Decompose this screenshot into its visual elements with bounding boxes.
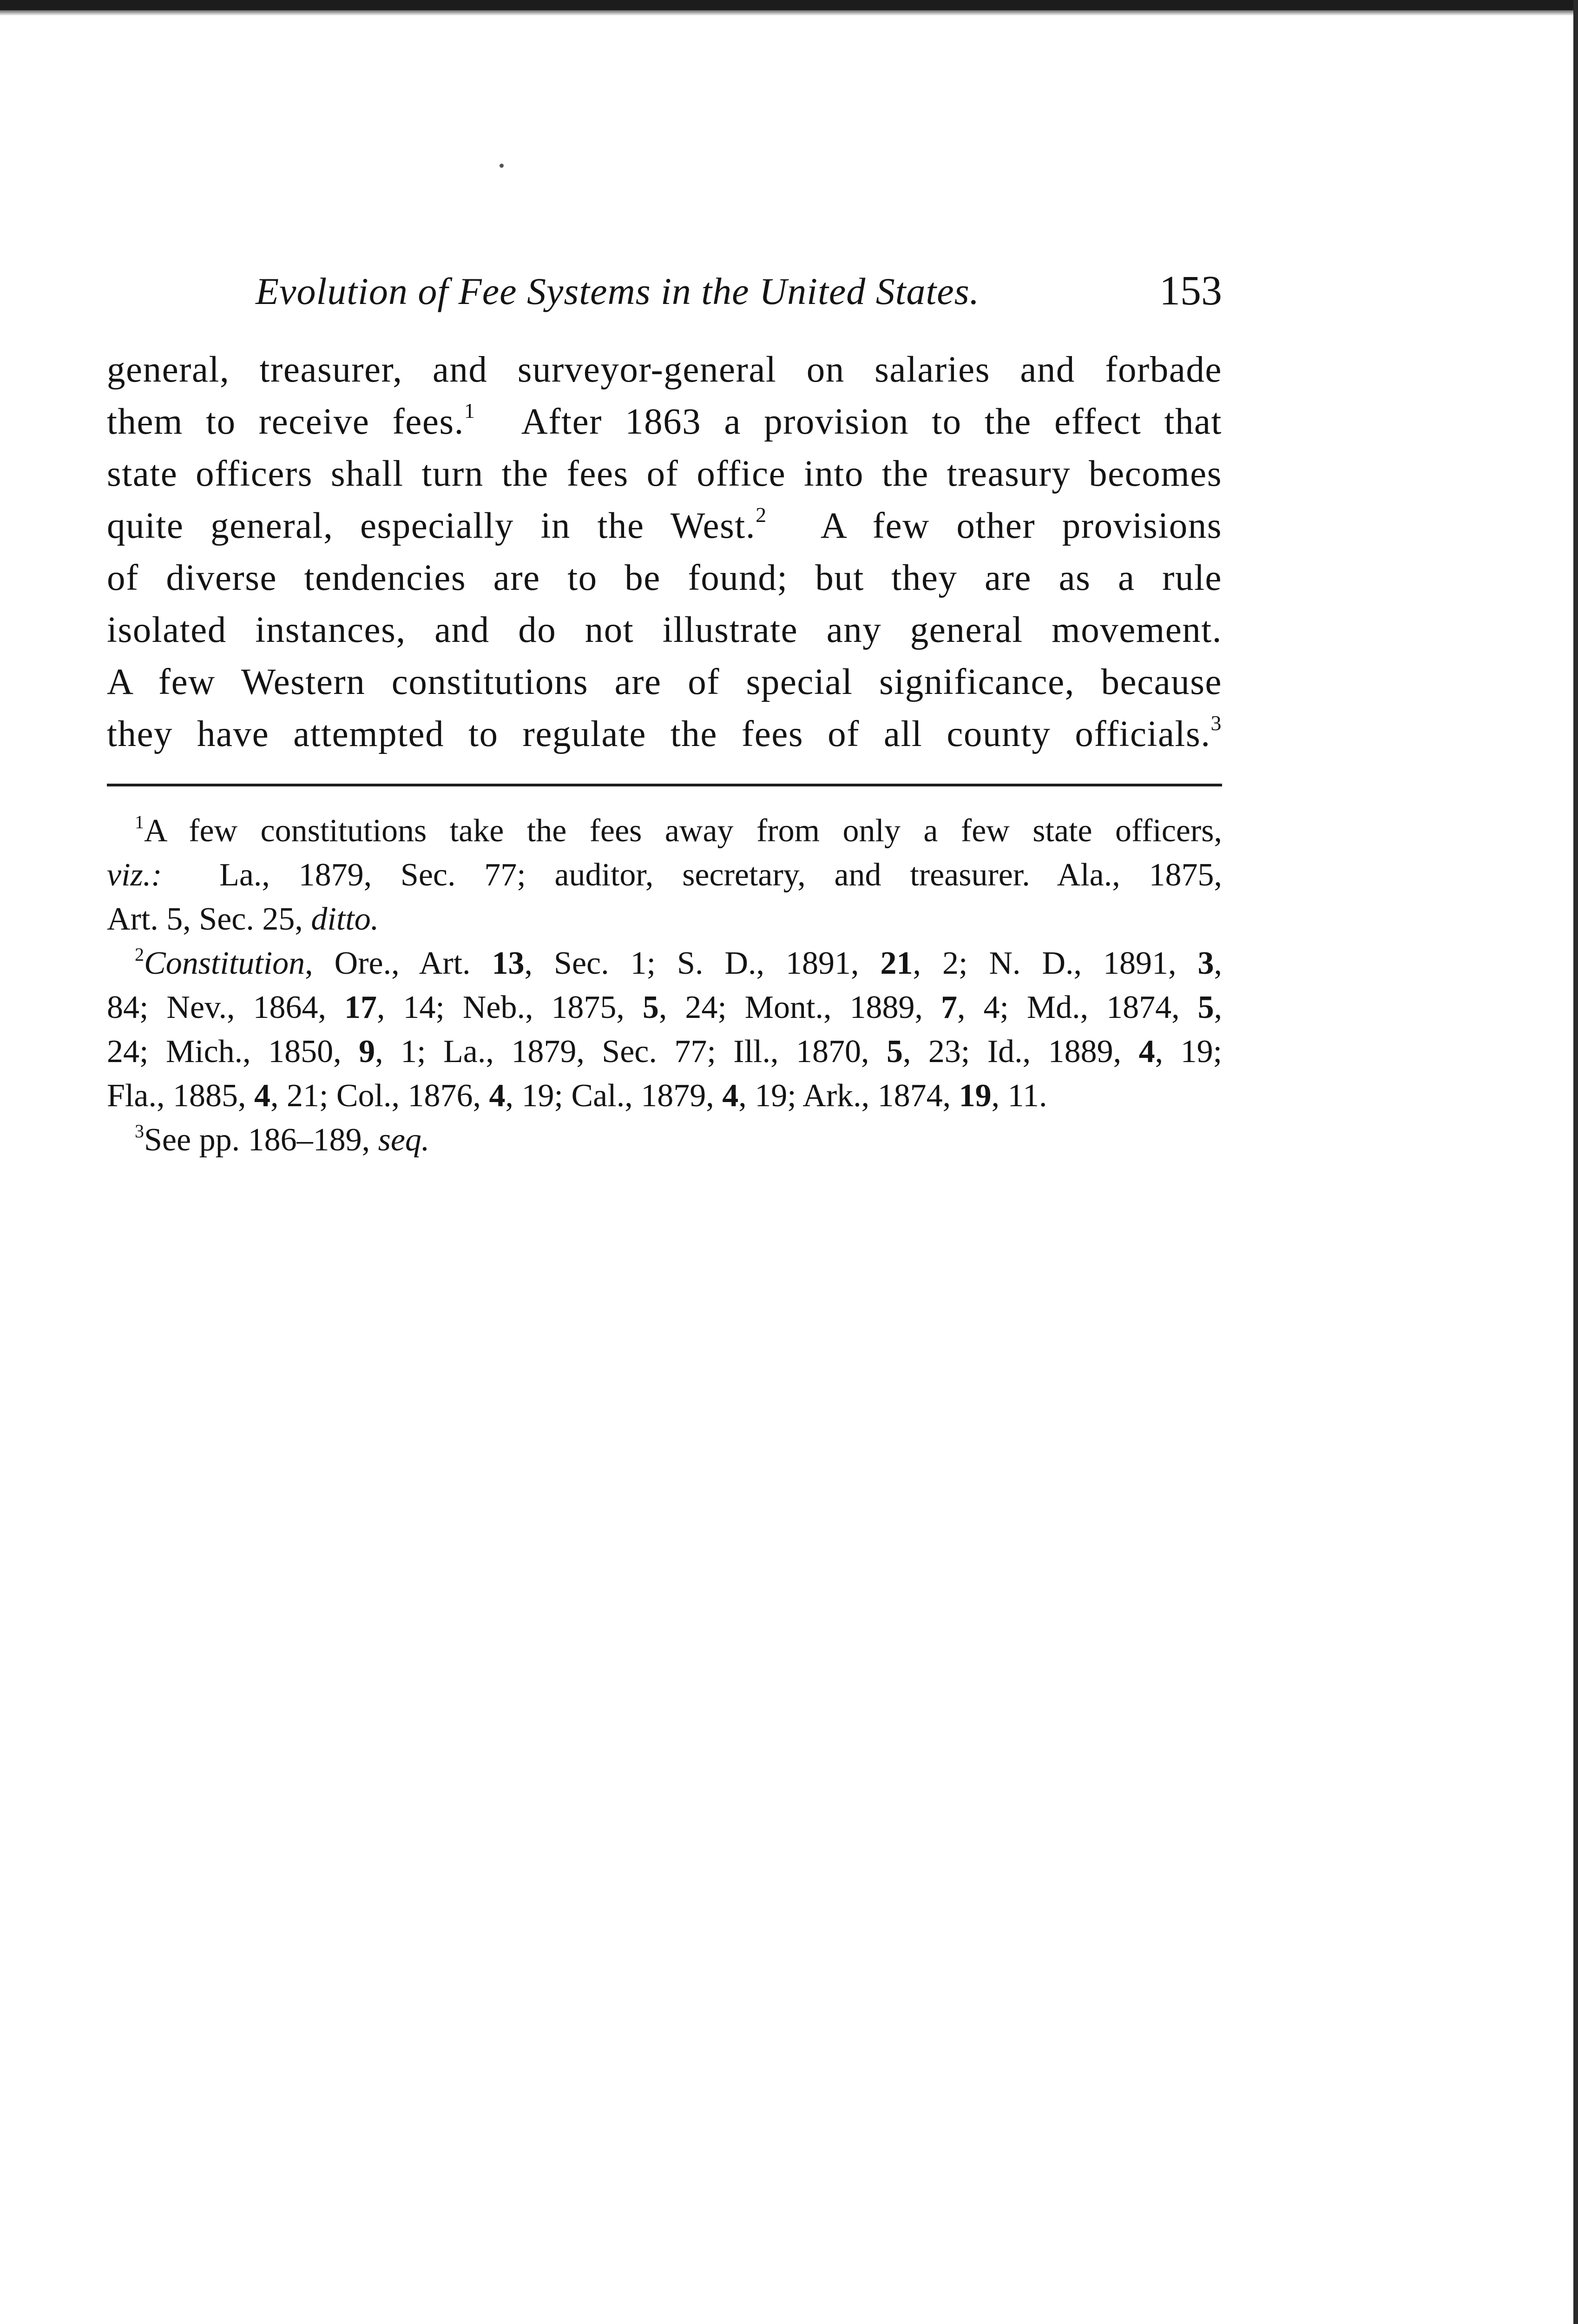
body-line — [107, 344, 1222, 396]
footnote-text: , 14; Neb., 1875, — [376, 990, 625, 1025]
footnote-2-cont — [107, 985, 1222, 1030]
body-line-text: them to receive fees. — [107, 402, 464, 442]
footnote-text: , — [1214, 990, 1223, 1025]
footnote-bold: 17 — [344, 990, 377, 1025]
footnote-rule — [107, 784, 1222, 786]
body-paragraph — [107, 344, 1222, 760]
body-line-text: state officers shall turn the fees of office into the treasury becomes — [107, 454, 1222, 494]
page-number: 153 — [1159, 268, 1222, 314]
footnote-text: A few constitutions take the fees away from only a few state officers, — [144, 813, 1222, 849]
footnote-text: , 23; Id., 1889, — [902, 1034, 1122, 1070]
footnote-bold: 13 — [492, 945, 525, 981]
footnote-text: La., 1879, Sec. 77; auditor, secretary, and treasurer. Ala., 1875, — [219, 857, 1222, 893]
footnote-bold: 7 — [940, 990, 957, 1025]
body-line-text: A few other provisions — [820, 506, 1222, 546]
footnote-italic: ditto. — [311, 901, 379, 937]
footnote-text: , 2; N. D., 1891, — [913, 945, 1177, 981]
footnote-text: , 11. — [991, 1078, 1047, 1114]
footnote-marker: 2 — [135, 944, 144, 965]
footnote-1-cont — [107, 897, 1222, 941]
body-line-text: quite general, especially in the West. — [107, 506, 756, 546]
body-line — [107, 604, 1222, 656]
footnote-3 — [107, 1118, 1222, 1162]
footnote-2 — [107, 941, 1222, 985]
footnote-text: , Sec. 1; S. D., 1891, — [524, 945, 859, 981]
footnote-bold: 9 — [359, 1034, 375, 1070]
footnote-bold: 5 — [1197, 990, 1214, 1025]
body-line — [107, 552, 1222, 604]
footnote-1-cont — [107, 853, 1222, 897]
footnote-bold: 4 — [1138, 1034, 1155, 1070]
footnote-bold: 4 — [254, 1078, 270, 1114]
scan-speck — [500, 164, 504, 168]
footnote-bold: 21 — [880, 945, 913, 981]
footnote-text: Fla., 1885, — [107, 1078, 246, 1114]
footnote-italic: seq. — [378, 1122, 430, 1158]
footnote-text: 24; Mich., 1850, — [107, 1034, 342, 1070]
running-title: Evolution of Fee Systems in the United States. — [256, 270, 980, 312]
footnote-text: , Ore., Art. — [305, 945, 471, 981]
footnote-bold: 5 — [886, 1034, 903, 1070]
footnote-text: , 21; Col., 1876, — [270, 1078, 481, 1114]
body-line-text: of diverse tendencies are to be found; but they are as a rule — [107, 558, 1222, 598]
footnote-2-cont — [107, 1030, 1222, 1074]
footnote-italic: Constitution — [144, 945, 305, 981]
body-line — [107, 396, 1222, 448]
footnote-text: , 19; Cal., 1879, — [505, 1078, 714, 1114]
footnote-text: 84; Nev., 1864, — [107, 990, 326, 1025]
footnote-text: , 1; La., 1879, Sec. 77; Ill., 1870, — [375, 1034, 869, 1070]
footnote-text: , 24; Mont., 1889, — [658, 990, 923, 1025]
footnote-ref: 2 — [756, 503, 767, 527]
footnote-text: , 19; — [1155, 1034, 1223, 1070]
running-head — [107, 260, 1222, 321]
body-line — [107, 656, 1222, 708]
body-line-text: isolated instances, and do not illustrate any general movement. — [107, 610, 1222, 650]
footnote-2-cont — [107, 1074, 1222, 1118]
footnote-ref: 1 — [464, 399, 476, 423]
footnote-bold: 4 — [489, 1078, 506, 1114]
footnote-marker: 3 — [135, 1121, 144, 1142]
footnote-bold: 4 — [722, 1078, 739, 1114]
body-line — [107, 448, 1222, 500]
footnote-bold: 3 — [1197, 945, 1214, 981]
footnote-bold: 19 — [959, 1078, 992, 1114]
body-line-text: A few Western constitutions are of special significance, because — [107, 662, 1222, 702]
footnote-ref: 3 — [1210, 711, 1222, 735]
scan-top-edge — [0, 0, 1578, 10]
footnote-italic: viz.: — [107, 857, 162, 893]
footnote-1 — [107, 809, 1222, 853]
scan-right-edge — [1573, 0, 1578, 2324]
body-line — [107, 708, 1222, 760]
footnote-text: See pp. 186–189, — [144, 1122, 370, 1158]
body-line-text: After 1863 a provision to the effect that — [521, 402, 1223, 442]
body-line — [107, 500, 1222, 552]
scan-top-edge-shadow — [0, 10, 1578, 16]
footnote-text: Art. 5, Sec. 25, — [107, 901, 303, 937]
footnote-text: , 19; Ark., 1874, — [738, 1078, 951, 1114]
footnote-marker: 1 — [135, 812, 144, 832]
body-line-text: they have attempted to regulate the fees of all county officials. — [107, 714, 1211, 754]
footnote-bold: 5 — [642, 990, 659, 1025]
body-line-text: general, treasurer, and surveyor-general on salaries and forbade — [107, 350, 1222, 390]
footnote-text: , 4; Md., 1874, — [957, 990, 1180, 1025]
footnote-text: , — [1214, 945, 1223, 981]
footnotes — [107, 809, 1222, 1162]
